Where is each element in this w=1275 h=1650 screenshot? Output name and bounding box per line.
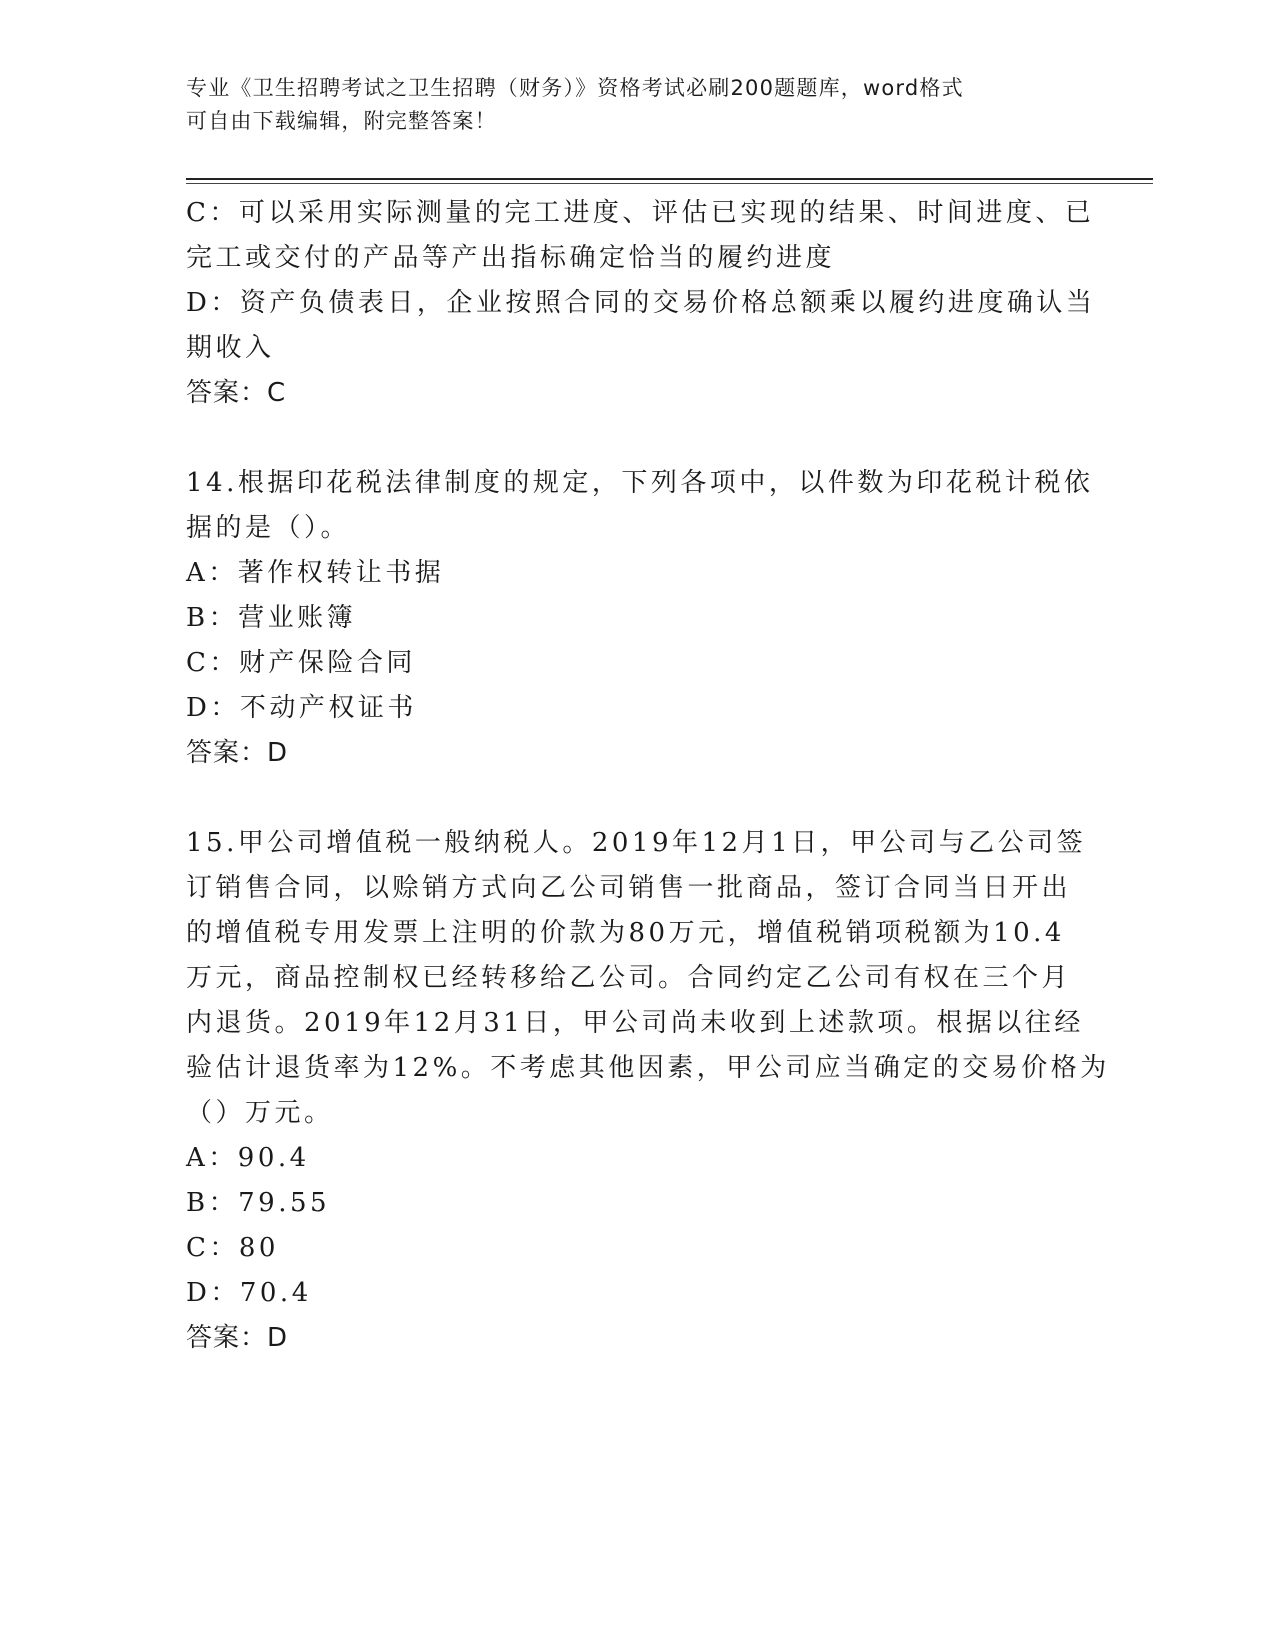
q14-option-a: A：著作权转让书据 [186, 558, 445, 588]
q15-stem-line-4: 万元，商品控制权已经转移给乙公司。合同约定乙公司有权在三个月 [186, 963, 1072, 993]
q14-option-d: D：不动产权证书 [186, 693, 417, 723]
q14-stem-line-2: 据的是（）。 [186, 513, 351, 543]
q14-option-c: C：财产保险合同 [186, 648, 416, 678]
q15-stem-line-1: 15.甲公司增值税一般纳税人。2019年12月1日，甲公司与乙公司签 [186, 828, 1087, 858]
question-14 [186, 461, 1094, 776]
q13-answer: 答案：C [186, 378, 287, 408]
header-title-line-2: 可自由下载编辑，附完整答案！ [186, 109, 497, 133]
q15-stem-line-3: 的增值税专用发票上注明的价款为80万元，增值税销项税额为10.4 [186, 918, 1065, 948]
q15-stem-line-5: 内退货。2019年12月31日，甲公司尚未收到上述款项。根据以往经 [186, 1008, 1084, 1038]
q13-option-d-line-2: 期收入 [186, 333, 275, 363]
spacer [186, 416, 1076, 461]
q15-option-b: B：79.55 [186, 1188, 331, 1218]
q13-option-d-line-1: D：资产负债表日，企业按照合同的交易价格总额乘以履约进度确认当 [186, 288, 1096, 318]
q15-stem-line-2: 订销售合同，以赊销方式向乙公司销售一批商品，签订合同当日开出 [186, 873, 1072, 903]
q14-stem-line-1: 14.根据印花税法律制度的规定，下列各项中，以件数为印花税计税依 [186, 468, 1094, 498]
q15-stem-line-7: （）万元。 [186, 1098, 334, 1128]
question-content [186, 191, 1110, 1361]
q14-option-b: B：营业账簿 [186, 603, 357, 633]
header-divider-thin [186, 183, 1153, 184]
document-header [186, 72, 1066, 138]
header-title-line-1: 专业《卫生招聘考试之卫生招聘（财务）》资格考试必刷200题题库，word格式 [186, 76, 964, 100]
q15-answer: 答案：D [186, 1323, 289, 1353]
q15-option-d: D：70.4 [186, 1278, 312, 1308]
q15-option-a: A：90.4 [186, 1143, 310, 1173]
q15-stem-line-6: 验估计退货率为12%。不考虑其他因素，甲公司应当确定的交易价格为 [186, 1053, 1110, 1083]
question-13-tail [186, 191, 1096, 416]
q13-option-c-line-2: 完工或交付的产品等产出指标确定恰当的履约进度 [186, 243, 836, 273]
header-divider-thick [186, 178, 1153, 180]
q13-option-c-line-1: C：可以采用实际测量的完工进度、评估已实现的结果、时间进度、已 [186, 198, 1095, 228]
q15-option-c: C：80 [186, 1233, 279, 1263]
q14-answer: 答案：D [186, 738, 289, 768]
question-15 [186, 821, 1110, 1361]
spacer [186, 776, 1076, 821]
